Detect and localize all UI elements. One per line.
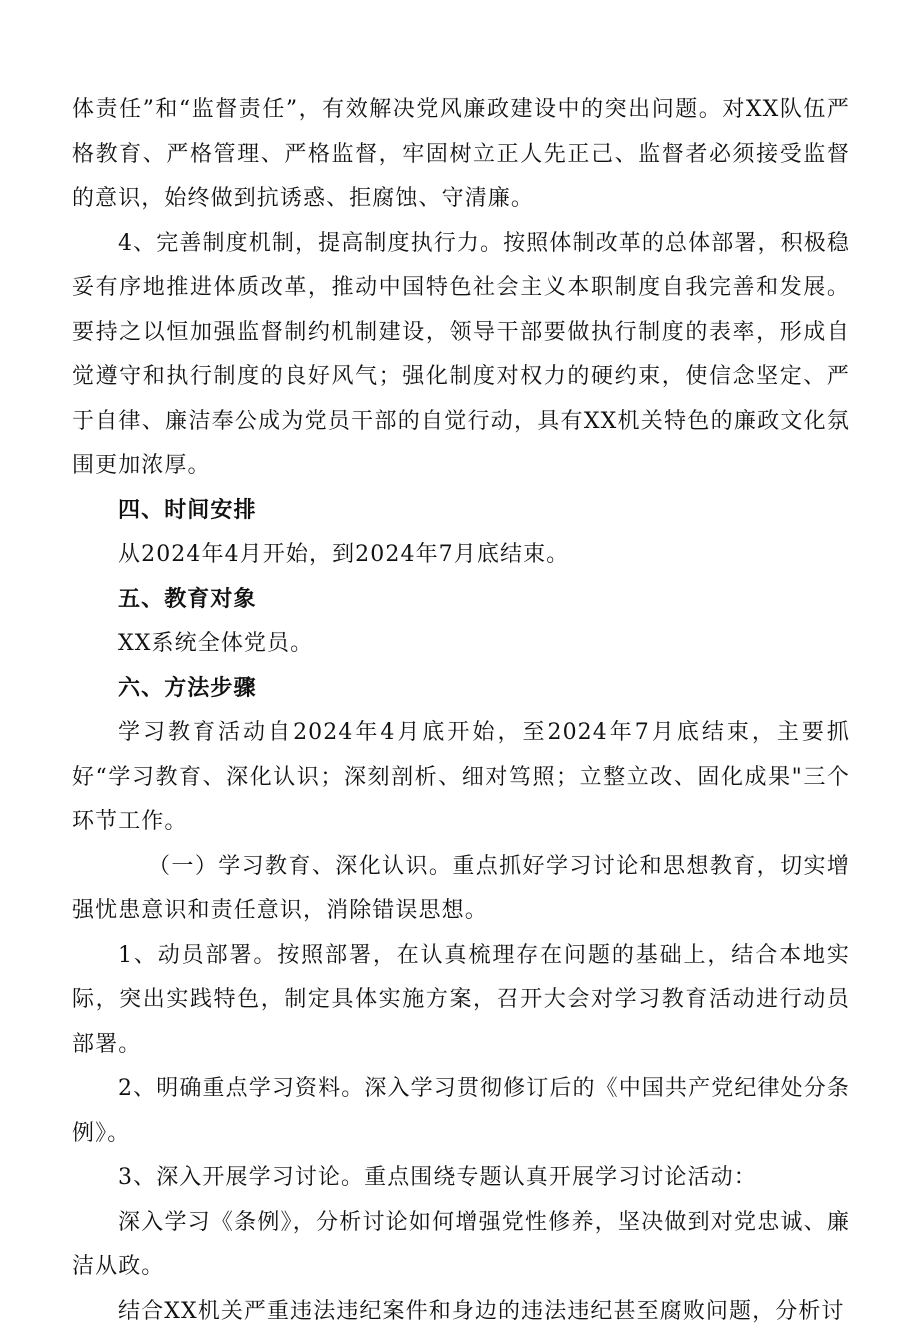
heading-audience: 五、教育对象 bbox=[72, 578, 850, 623]
paragraph-case-analysis: 结合XX机关严重违法违纪案件和身边的违法违纪甚至腐败问题，分析讨 bbox=[72, 1290, 850, 1334]
heading-schedule: 四、时间安排 bbox=[72, 489, 850, 534]
heading-methods: 六、方法步骤 bbox=[72, 667, 850, 712]
paragraph-step-1: 1、动员部署。按照部署，在认真梳理存在问题的基础上，结合本地实际，突出实践特色，制定具体实施方案，召开大会对学习教育活动进行动员部署。 bbox=[72, 934, 850, 1068]
paragraph-step-3: 3、深入开展学习讨论。重点围绕专题认真开展学习讨论活动： bbox=[72, 1156, 850, 1201]
paragraph-continuation: 体责任”和“监督责任”，有效解决党风廉政建设中的突出问题。对XX队伍严格教育、严格管理、严格监督，牢固树立正人先正己、监督者必须接受监督的意识，始终做到抗诱惑、拒腐蚀、守清廉。 bbox=[72, 88, 850, 222]
paragraph-methods-intro: 学习教育活动自2024年4月底开始，至2024年7月底结束，主要抓好“学习教育、深化认识；深刻剖析、细对笃照；立整立改、固化成果"三个环节工作。 bbox=[72, 711, 850, 845]
paragraph-audience: XX系统全体党员。 bbox=[72, 622, 850, 667]
paragraph-study-regulations: 深入学习《条例》，分析讨论如何增强党性修养，坚决做到对党忠诚、廉洁从政。 bbox=[72, 1201, 850, 1290]
paragraph-schedule: 从2024年4月开始，到2024年7月底结束。 bbox=[72, 533, 850, 578]
paragraph-subsection-1: （一）学习教育、深化认识。重点抓好学习讨论和思想教育，切实增强忧患意识和责任意识，消除错误思想。 bbox=[72, 845, 850, 934]
paragraph-item-4: 4、完善制度机制，提高制度执行力。按照体制改革的总体部署，积极稳妥有序地推进体质改革，推动中国特色社会主义本职制度自我完善和发展。要持之以恒加强监督制约机制建设，领导干部要做执行制度的表率，形成自觉遵守和执行制度的良好风气；强化制度对权力的硬约束，使信念坚定、严于自律、廉洁奉公成为党员干部的自觉行动，具有XX机关特色的廉政文化氛围更加浓厚。 bbox=[72, 222, 850, 489]
paragraph-step-2: 2、明确重点学习资料。深入学习贯彻修订后的《中国共产党纪律处分条例》。 bbox=[72, 1067, 850, 1156]
